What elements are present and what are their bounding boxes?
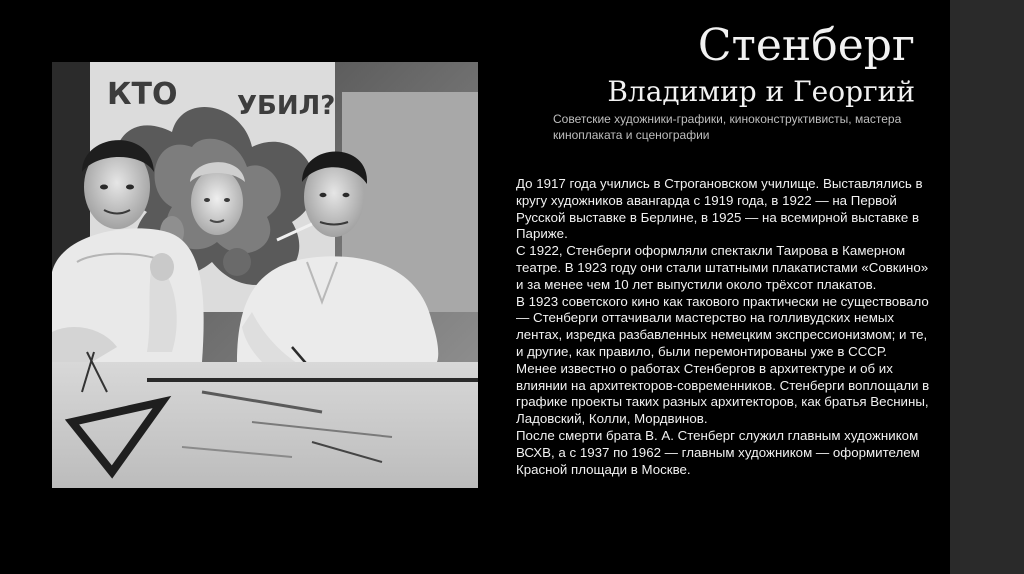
paragraph-later-career: После смерти брата В. А. Стенберг служил главным художником ВСХВ, а с 1937 по 1962 — главным художником — оформителем Красной площади в Москве. [516, 427, 920, 477]
stenberg-brothers-photo [52, 62, 478, 488]
slide-subtitle: Владимир и Георгий [607, 75, 915, 108]
poster-text-kto: КТО [107, 77, 178, 112]
biography-text [516, 176, 936, 478]
drafting-table [52, 352, 478, 488]
side-band [950, 0, 1024, 574]
paragraph-hollywood: В 1923 советского кино как такового практически не существовало — Стенберги оттачивали мастерство на голливудских немых лентах, изредка разбавленных немецким экспрессионизмом; и те, и другие, как правило, были перемонтированы уже в СССР. [516, 293, 929, 359]
paragraph-architecture: Менее известно о работах Стенбергов в архитектуре и об их влиянии на архитекторов-современников. Стенберги воплощали в графике проекты таких разных архитекторов, как братья Веснины, Ладовский, Колли, Мордвинов. [516, 360, 930, 427]
slide-caption: Советские художники-графики, киноконструктивисты, мастера киноплаката и сценографии [553, 112, 902, 142]
poster-text-ubil: УБИЛ? [237, 91, 336, 121]
photo-illustration [52, 62, 478, 488]
paragraph-education: До 1917 года учились в Строгановском училище. Выставлялись в кругу художников авангарда с 1919 года, в 1922 — на Первой Русской выставке в Берлине, в 1925 — на всемирной выставке в Париже. [516, 176, 923, 242]
slide-title: Стенберг [697, 20, 915, 71]
paragraph-tairov: С 1922, Стенберги оформляли спектакли Таирова в Камерном театре. В 1923 году они стали штатными плакатистами «Совкино» и за менее чем 10 лет выпустили около трёхсот плакатов. [516, 243, 929, 292]
